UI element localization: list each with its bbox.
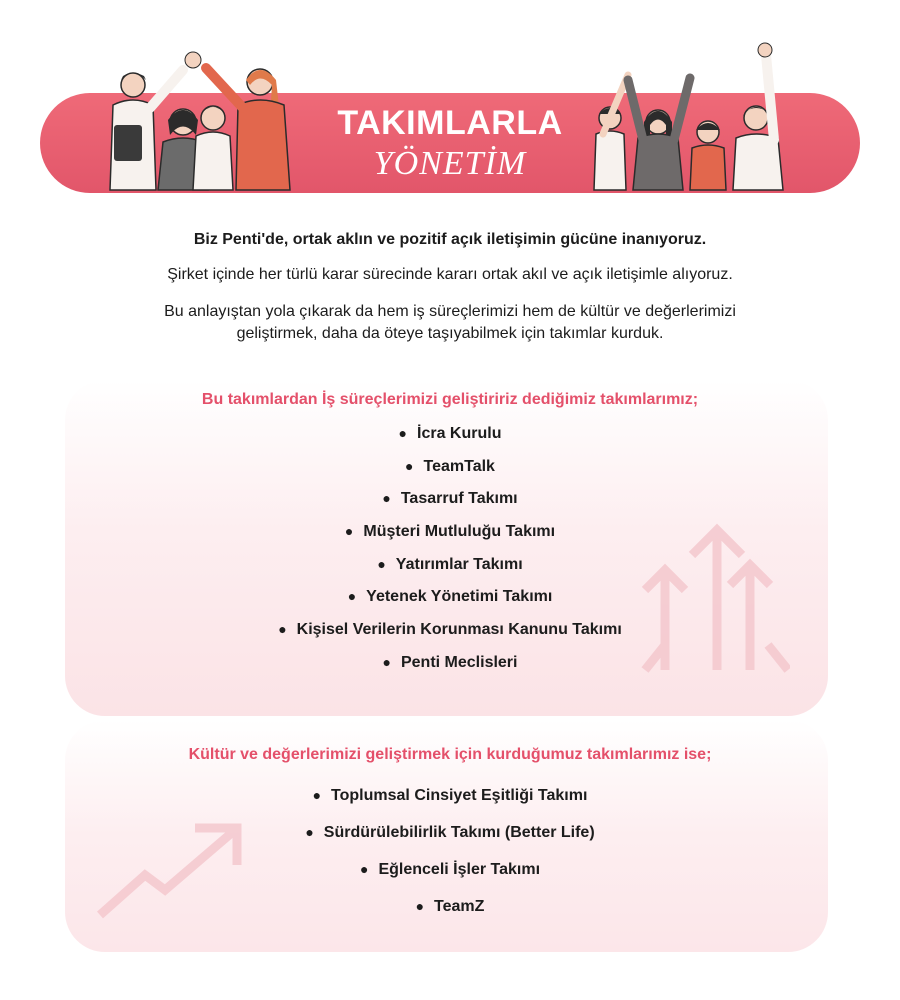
team-name: Yatırımlar Takımı xyxy=(395,555,523,573)
bullet-icon: ● xyxy=(415,898,425,914)
bullet-icon: ● xyxy=(278,621,287,638)
bullet-icon: ● xyxy=(359,861,369,877)
intro-paragraph-2: Şirket içinde her türlü karar sürecinde kararı ortak akıl ve açık iletişimle alıyoruz. xyxy=(167,266,733,283)
bullet-icon: ● xyxy=(347,588,357,605)
bullet-icon: ● xyxy=(312,787,322,803)
list-item xyxy=(0,857,900,894)
business-teams-list xyxy=(0,421,900,683)
team-name: Yetenek Yönetimi Takımı xyxy=(366,588,553,606)
list-item xyxy=(0,894,900,931)
bullet-icon: ● xyxy=(344,523,354,540)
team-name: Penti Meclisleri xyxy=(400,653,518,671)
intro-paragraph-3-line-1: Bu anlayıştan yola çıkarak da hem iş süreçlerimizi hem de kültür ve değerlerimizi xyxy=(164,303,736,320)
business-teams-title: Bu takımlardan İş süreçlerimizi geliştiririz dediğimiz takımlarımız; xyxy=(201,391,699,408)
intro-paragraph-1: Biz Penti'de, ortak aklın ve pozitif açık iletişimin gücüne inanıyoruz. xyxy=(193,231,707,248)
list-item xyxy=(0,584,900,617)
list-item xyxy=(0,650,900,683)
culture-teams-list xyxy=(0,783,900,931)
team-name: TeamTalk xyxy=(423,457,495,475)
banner-title: TAKIMLARLA xyxy=(337,104,563,142)
intro-paragraph-3-line-2: geliştirmek, daha da öteye taşıyabilmek için takımlar kurduk. xyxy=(236,325,664,342)
list-item xyxy=(0,519,900,552)
intro-paragraph-3 xyxy=(0,301,900,345)
list-item xyxy=(0,820,900,857)
team-name: Sürdürülebilirlik Takımı (Better Life) xyxy=(323,824,595,841)
bullet-icon: ● xyxy=(398,425,407,441)
bullet-icon: ● xyxy=(382,653,391,670)
list-item xyxy=(0,454,900,487)
bullet-icon: ● xyxy=(305,824,314,840)
team-name: Eğlenceli İşler Takımı xyxy=(378,861,541,878)
bullet-icon: ● xyxy=(377,555,386,572)
bullet-icon: ● xyxy=(382,490,391,507)
list-item xyxy=(0,421,900,454)
list-item xyxy=(0,617,900,650)
list-item xyxy=(0,486,900,519)
team-name: Tasarruf Takımı xyxy=(400,490,518,508)
culture-teams-title: Kültür ve değerlerimizi geliştirmek için kurduğumuz takımlarımız ise; xyxy=(188,746,712,763)
team-name: Kişisel Verilerin Korunması Kanunu Takımı xyxy=(296,621,622,639)
bullet-icon: ● xyxy=(405,457,414,474)
team-name: TeamZ xyxy=(434,898,485,915)
team-name: Toplumsal Cinsiyet Eşitliği Takımı xyxy=(331,787,588,804)
list-item xyxy=(0,552,900,585)
banner-subtitle: YÖNETİM xyxy=(373,145,527,182)
team-name: Müşteri Mutluluğu Takımı xyxy=(363,523,556,541)
list-item xyxy=(0,783,900,820)
team-name: İcra Kurulu xyxy=(417,425,502,442)
